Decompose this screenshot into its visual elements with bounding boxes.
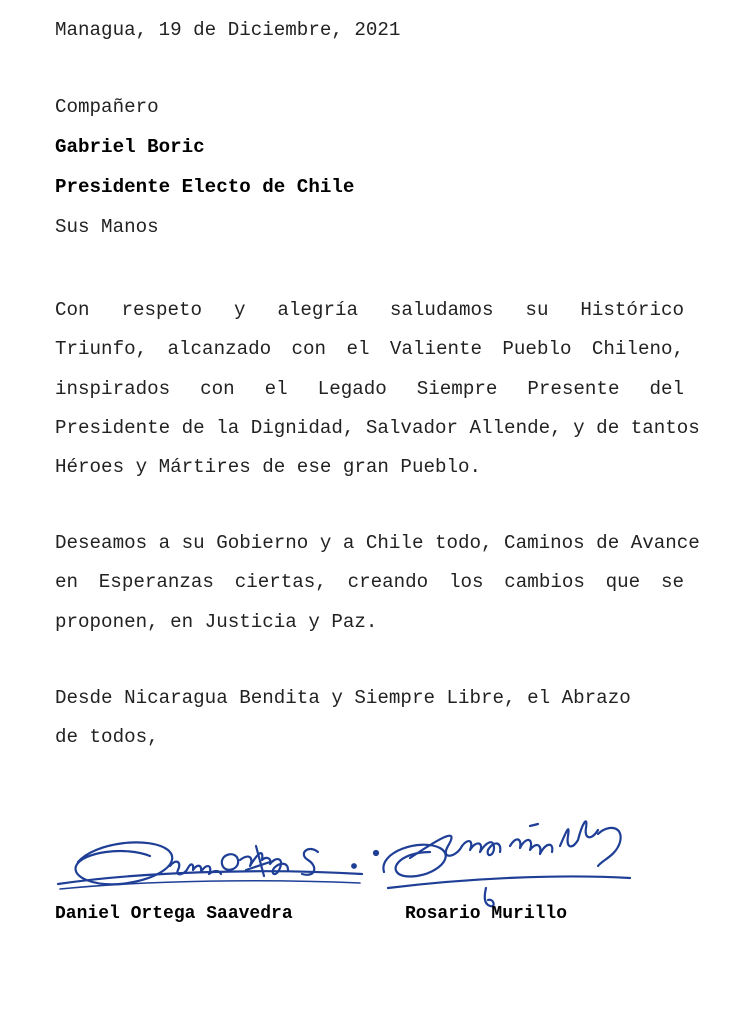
recipient-name: Gabriel Boric <box>55 136 205 158</box>
delivery-line: Sus Manos <box>55 216 159 238</box>
date-line: Managua, 19 de Diciembre, 2021 <box>55 19 401 41</box>
signer-1-name: Daniel Ortega Saavedra <box>55 904 293 924</box>
signature-daniel-ortega <box>58 842 362 889</box>
signature-rosario-murillo <box>374 821 630 906</box>
paragraph-line: proponen, en Justicia y Paz. <box>55 610 378 633</box>
paragraph-line: Triunfo, alcanzado con el Valiente Pueblo Chileno, <box>55 338 684 361</box>
paragraph-line: en Esperanzas ciertas, creando los cambios que se <box>55 571 684 594</box>
recipient-title: Presidente Electo de Chile <box>55 176 355 198</box>
signer-2-name: Rosario Murillo <box>405 904 568 924</box>
paragraph-line: de todos, <box>55 726 159 749</box>
paragraph-line: Con respeto y alegría saludamos su Histórico <box>55 299 684 321</box>
paragraph-line: Desde Nicaragua Bendita y Siempre Libre, el Abrazo <box>55 687 631 709</box>
paragraph-line: Presidente de la Dignidad, Salvador Allende, y de tantos <box>55 416 700 439</box>
paragraph-line: inspirados con el Legado Siempre Presente del <box>55 377 684 400</box>
paragraph-line: Héroes y Mártires de ese gran Pueblo. <box>55 456 482 479</box>
paragraph-line: Deseamos a su Gobierno y a Chile todo, Caminos de Avance <box>55 532 700 554</box>
salutation: Compañero <box>55 96 159 118</box>
